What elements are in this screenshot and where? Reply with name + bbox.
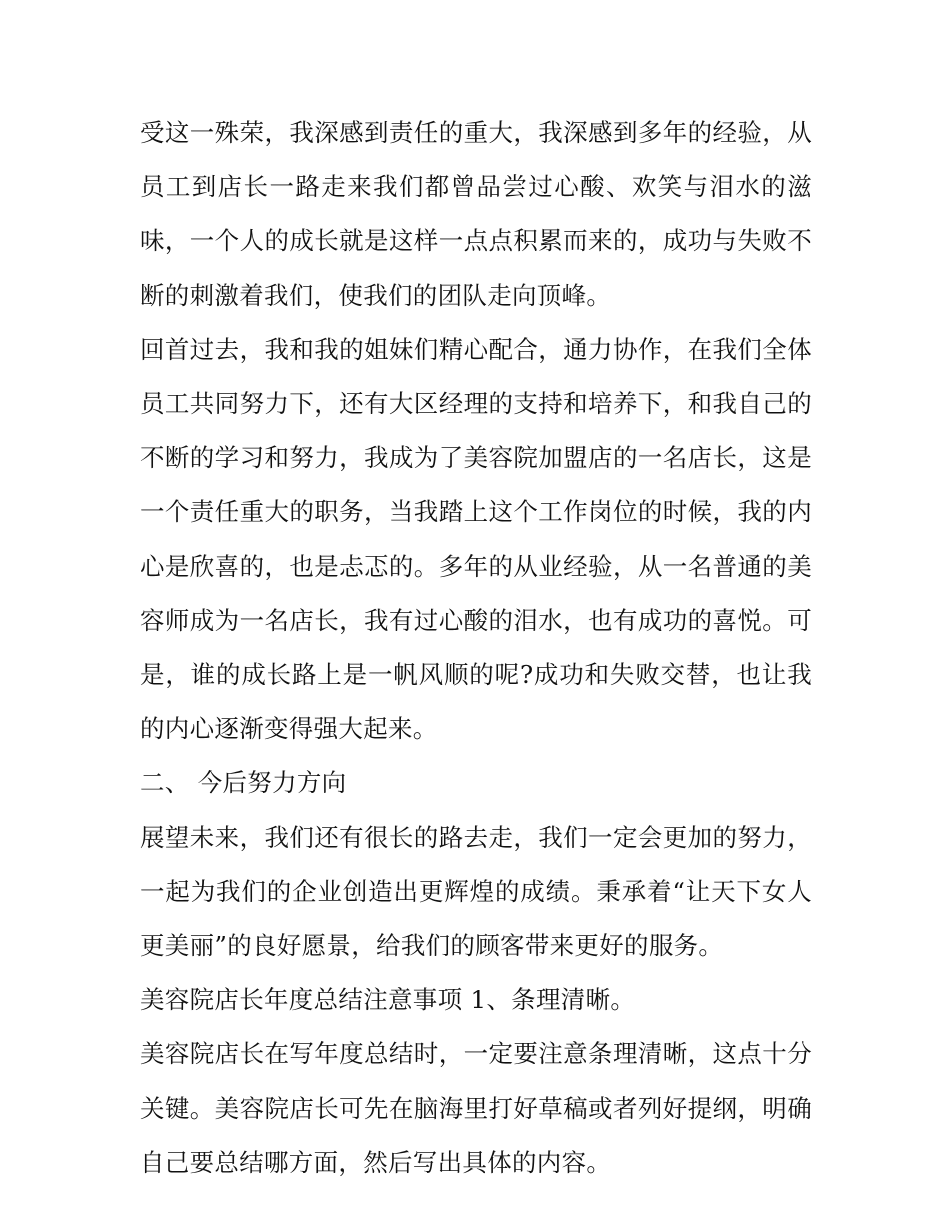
paragraph-honor: 受这一殊荣，我深感到责任的重大，我深感到多年的经验，从员工到店长一路走来我们都曾品尝过心酸、欢笑与泪水的滋味，一个人的成长就是这样一点点积累而来的，成功与失败不断的刺激着我们，使我们的团队走向顶峰。	[140, 118, 812, 310]
paragraph-outlook: 展望未来，我们还有很长的路去走，我们一定会更加的努力，一起为我们的企业创造出更辉煌的成绩。秉承着“让天下女人更美丽”的良好愿景，给我们的顾客带来更好的服务。	[140, 822, 812, 961]
section-heading-future: 二、 今后努力方向	[140, 768, 347, 798]
paragraph-review: 回首过去，我和我的姐妹们精心配合，通力协作，在我们全体员工共同努力下，还有大区经理的支持和培养下，和我自己的不断的学习和努力，我成为了美容院加盟店的一名店长，这是一个责任重大的职务，当我踏上这个工作岗位的时候，我的内心是欣喜的，也是忐忑的。多年的从业经验，从一名普通的美容师成为一名店长，我有过心酸的泪水，也有成功的喜悦。可是，谁的成长路上是一帆风顺的呢?成功和失败交替，也让我的内心逐渐变得强大起来。	[140, 334, 812, 744]
paragraph-notes-heading: 美容院店长年度总结注意事项 1、条理清晰。	[140, 985, 636, 1015]
paragraph-notes-body: 美容院店长在写年度总结时，一定要注意条理清晰，这点十分关键。美容院店长可先在脑海里打好草稿或者列好提纲，明确自己要总结哪方面，然后写出具体的内容。	[140, 1039, 812, 1177]
document-body	[140, 106, 812, 1190]
